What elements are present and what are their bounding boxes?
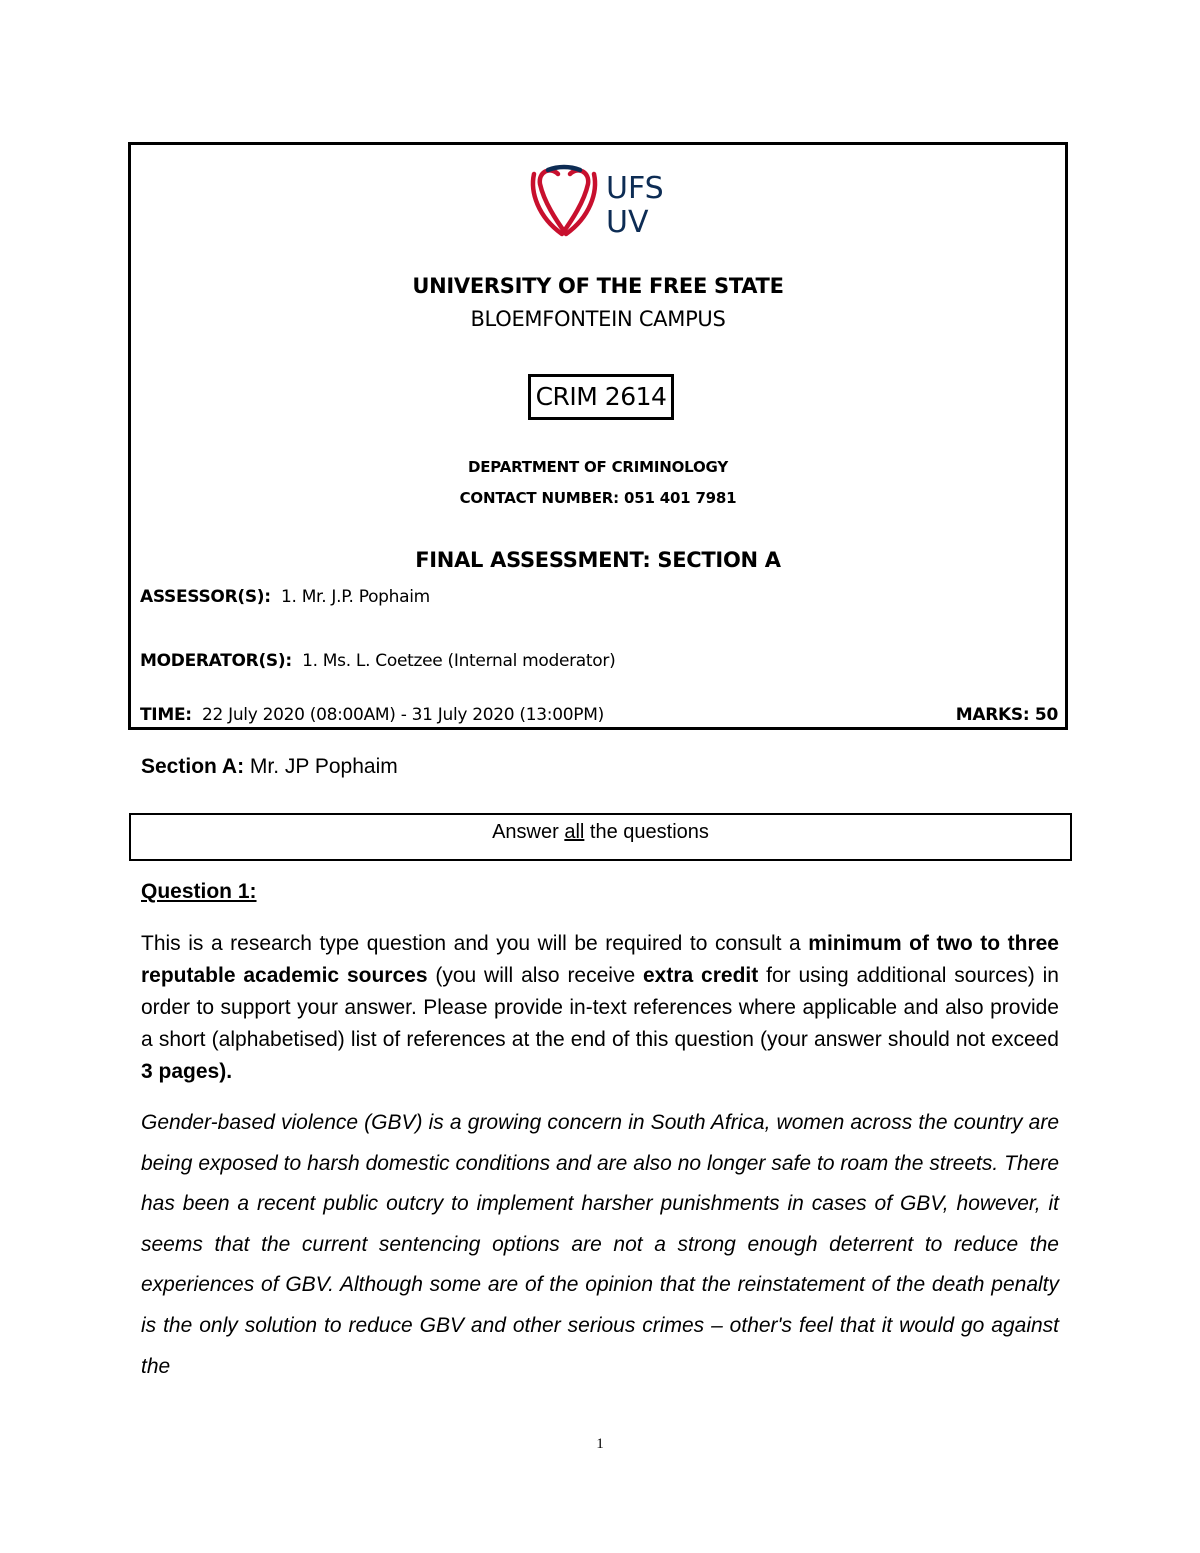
department-name: DEPARTMENT OF CRIMINOLOGY	[467, 458, 728, 476]
time-line	[140, 705, 604, 725]
contact-number: CONTACT NUMBER: 051 401 7981	[459, 489, 737, 507]
instruction-after: the questions	[589, 821, 709, 843]
logo-text-ufs: UFS	[606, 171, 664, 206]
question-scenario: Gender-based violence (GBV) is a growing concern in South Africa, women across the country are being exposed to harsh domestic conditions and are also no longer safe to roam the streets. There has been a recent public outcry to implement harsher punishments in cases of GBV, however, it seems that the current sentencing options are not a strong enough deterrent to reduce the experiences of GBV. Although some are of the opinion that the reinstatement of the death penalty is the only solution to reduce GBV and other serious crimes – other's feel that it would go against the	[141, 1111, 1059, 1378]
moderator-value: 1. Ms. L. Coetzee (Internal moderator)	[302, 651, 616, 671]
page-number: 1	[596, 1436, 604, 1452]
moderator-label: MODERATOR(S):	[140, 651, 292, 671]
assessor-label: ASSESSOR(S):	[140, 587, 271, 607]
ufs-logo	[528, 162, 678, 240]
question-instructions	[141, 928, 1059, 1088]
q-text-3: for using additional sources) in order to support your answer. Please provide in-text references where applicable and also provide a short (alphabetised) list of references at the end of this question (your answer should not exceed	[141, 964, 1059, 1051]
ufs-heart-emblem-icon	[533, 167, 595, 234]
campus-name: BLOEMFONTEIN CAMPUS	[470, 307, 726, 331]
q-bold-sources: minimum of two to three reputable academic sources	[141, 932, 1059, 987]
university-name: UNIVERSITY OF THE FREE STATE	[412, 274, 784, 298]
section-label: Section A:	[141, 755, 245, 778]
logo-text-uv: UV	[606, 205, 649, 240]
section-heading	[141, 755, 398, 779]
q-bold-extra-credit: extra credit	[643, 964, 759, 987]
section-lecturer: Mr. JP Pophaim	[249, 755, 398, 778]
time-value: 22 July 2020 (08:00AM) - 31 July 2020 (13:00PM)	[201, 705, 604, 725]
instruction-before: Answer	[492, 821, 559, 843]
moderator-line	[140, 651, 615, 671]
assessor-value: 1. Mr. J.P. Pophaim	[280, 587, 430, 607]
course-code: CRIM 2614	[528, 374, 674, 420]
assessment-title: FINAL ASSESSMENT: SECTION A	[415, 548, 781, 572]
marks: MARKS: 50	[955, 705, 1058, 725]
q-text-2: (you will also receive	[435, 964, 636, 987]
assessor-line	[140, 587, 430, 607]
question-title: Question 1:	[141, 880, 257, 903]
q-bold-pages: 3 pages).	[141, 1060, 233, 1083]
instruction-emphasis: all	[564, 821, 585, 843]
q-text-1: This is a research type question and you will be required to consult a	[141, 932, 801, 955]
time-label: TIME:	[140, 705, 192, 725]
instruction-box	[129, 813, 1072, 861]
